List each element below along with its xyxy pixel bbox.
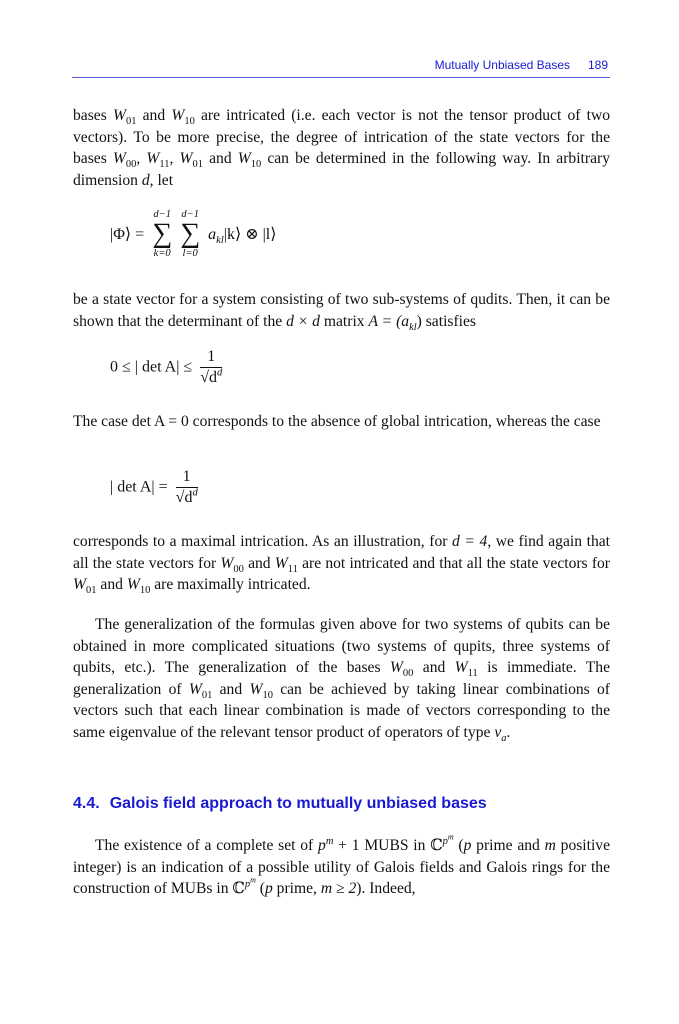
sum-l: d−1 ∑ l=0	[180, 209, 201, 259]
equation-det-bound: 0 ≤ | det A| ≤ $\frac{1}{√d^d}$	[110, 348, 223, 386]
page-number: 189	[587, 58, 608, 72]
paragraph-maximal-intrication: corresponds to a maximal intrication. As an illustration, for d = 4, we find again that all the state vectors for $W_{00}$ and $W_{11}$ are not intricated and that all the state vectors for $W_{01}$ and $W_{10}$ are maximally intricated.	[73, 533, 611, 597]
section-number: 4.4.	[73, 795, 100, 812]
equation-phi: |Φ⟩ = d−1 ∑ k=0 d−1 ∑ l=0 $a_{kl}|k⟩$ ⊗ |l⟩	[110, 209, 277, 259]
paragraph-det-zero: The case det A = 0 corresponds to the absence of global intrication, whereas the case	[73, 413, 601, 430]
paragraph-galois: The existence of a complete set of $p^m + 1$ MUBS in ℂ$^{p^m}$ (p prime and m positive integer) is an indication of a possible utility of Galois fields and Galois rings for the construction of MUBs in ℂ$^{p^m}$ (p prime, m ≥ 2). Indeed,	[73, 832, 611, 897]
section-heading	[73, 795, 487, 813]
sum-k: d−1 ∑ k=0	[152, 209, 173, 259]
paragraph-generalization: The generalization of the formulas given above for two systems of qubits can be obtained in more complicated situations (two systems of qupits, three systems of qubits, etc.). The generalization of the bases $W_{00}$ and $W_{11}$ is immediate. The generalization of $W_{01}$ and $W_{10}$ can be achieved by taking linear combinations of vectors such that each linear combination is made of vectors corresponding to the same eigenvalue of the relevant tensor product of operators of type $v_a$.	[73, 616, 610, 744]
section-title: Galois field approach to mutually unbiased bases	[109, 795, 487, 812]
paragraph-intrication: bases $W_{01}$ and $W_{10}$ are intricated (i.e. each vector is not the tensor product of two vectors). To be more precise, the degree of intrication of the state vectors for the bases $W_{00}$, $W_{11}$, $W_{01}$ and $W_{10}$ can be determined in the following way. In arbitrary dimension d, let	[73, 107, 611, 189]
running-title: Mutually Unbiased Bases	[434, 58, 570, 72]
paragraph-state-vector: be a state vector for a system consisting of two sub-systems of qudits. Then, it can be shown that the determinant of the d × d matrix $A = (a_{kl})$ satisfies	[73, 291, 610, 333]
running-header	[72, 56, 610, 78]
equation-det-max: | det A| = $\frac{1}{√d^d}$	[110, 468, 198, 506]
